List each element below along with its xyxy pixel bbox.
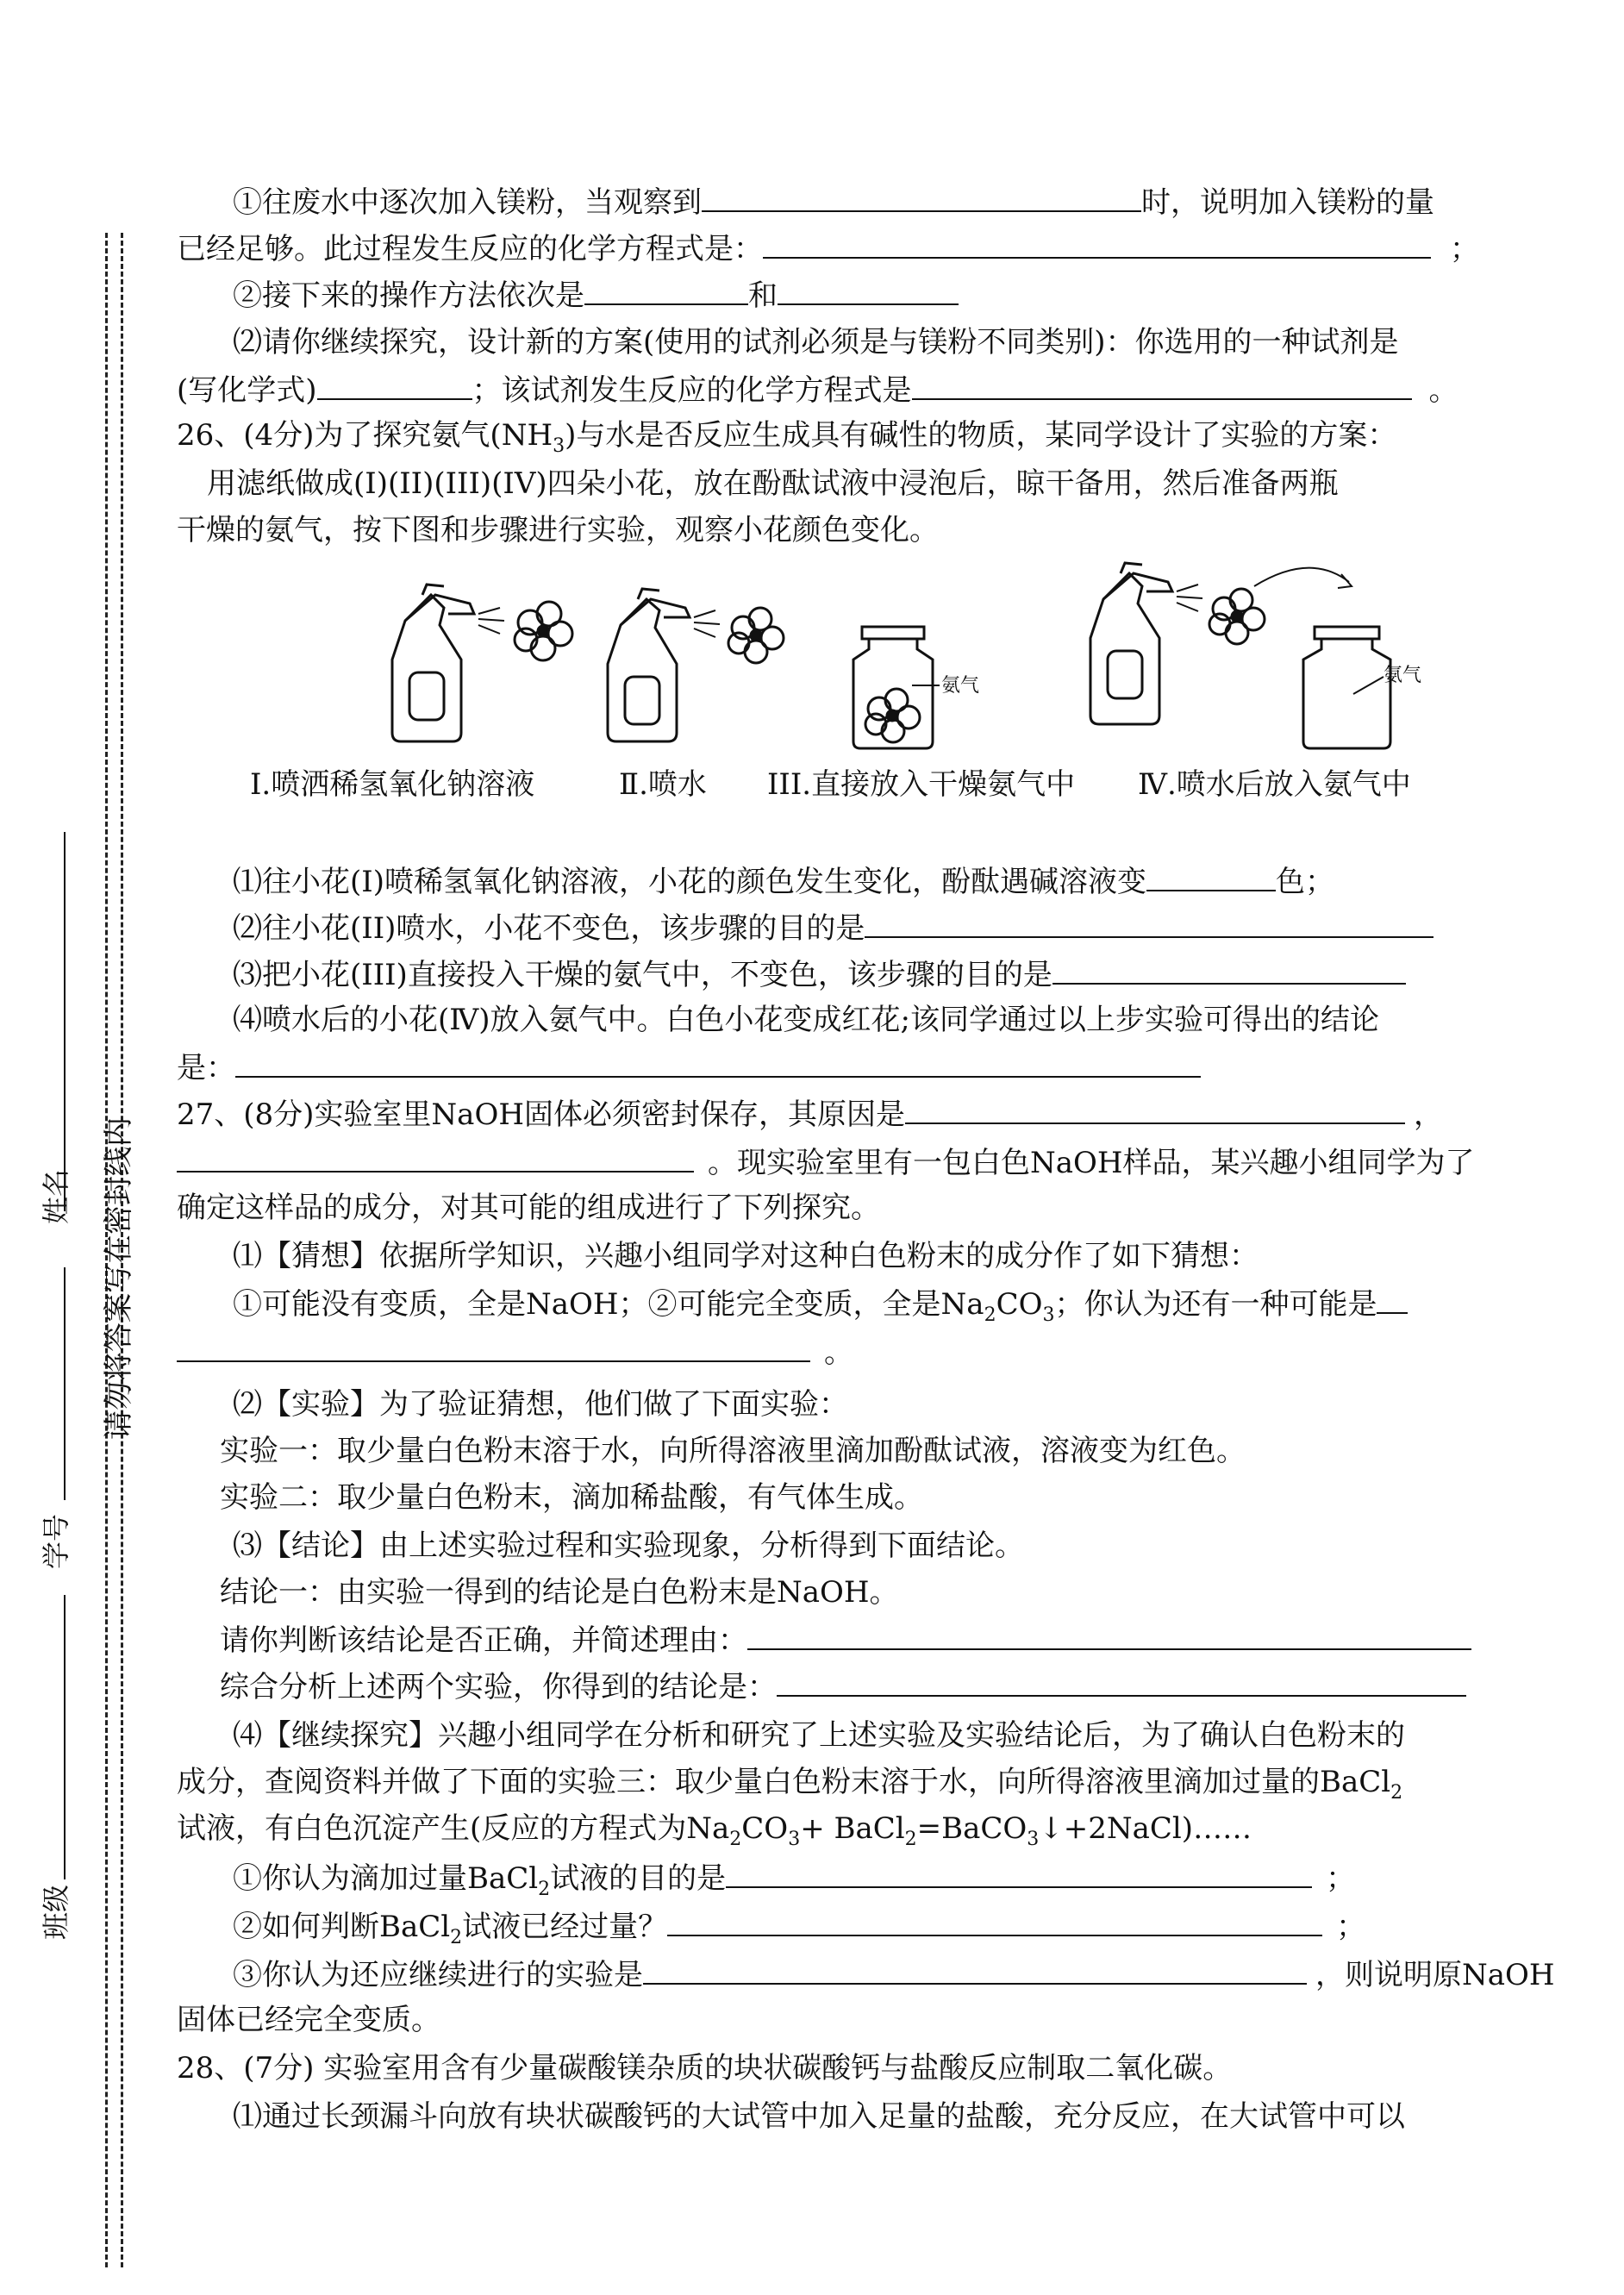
figure-caption-1: Ⅰ.喷洒稀氢氧化钠溶液 [250,767,535,802]
spray-bottle-icon [1090,563,1172,724]
flower-icon [1209,589,1265,644]
answer-blank[interactable] [235,1047,1201,1078]
q25-line2: 已经足够。此过程发生反应的化学方程式是： ； [177,228,1479,269]
answer-blank[interactable] [865,907,1433,938]
figure-caption-2: Ⅱ.喷水 [619,767,707,802]
q25-line3: ②接下来的操作方法依次是 和 [233,274,959,316]
q26-part2: ⑵往小花(II)喷水，小花不变色，该步骤的目的是 [233,907,1433,948]
spray-bottle-icon [608,589,690,741]
q27-guess2: ①可能没有变质，全是NaOH；②可能完全变质，全是$Na_2CO_3$；你认为还有一种可能是 [233,1283,1408,1335]
q27-cont2: 成分，查阅资料并做了下面的实验三：取少量白色粉末溶于水，向所得溶液里滴加过量的BaCl$_2$ [177,1765,1403,1804]
q27-conc2: 结论一：由实验一得到的结论是白色粉末是NaOH。 [220,1575,899,1610]
gas-label: 氨气 [941,675,980,697]
q27-exp3: 实验二：取少量白色粉末，滴加稀盐酸，有气体生成。 [220,1480,923,1515]
answer-blank[interactable] [905,1093,1405,1124]
q26-part5: 是： [177,1047,1201,1088]
answer-blank[interactable] [643,1954,1307,1985]
student-id-blank[interactable] [64,1267,66,1500]
gas-label: 氨气 [1384,665,1422,686]
seal-notice: 请勿将答案写在密封线内 [102,1117,136,1440]
q25-line1: ①往废水中逐次加入镁粉，当观察到 时，说明加入镁粉的量 [233,181,1434,222]
q28-heading: 28、(7分) 实验室用含有少量碳酸镁杂质的块状碳酸钙与盐酸反应制取二氧化碳。 [177,2051,1233,2086]
class-blank[interactable] [64,1595,66,1879]
figure-caption-4: Ⅳ.喷水后放入氨气中 [1138,767,1411,802]
answer-blank[interactable] [177,1141,694,1173]
answer-blank[interactable] [777,1666,1466,1697]
figure-caption-3: III.直接放入干燥氨气中 [767,767,1076,802]
q26-part1: ⑴往小花(I)喷稀氢氧化钠溶液，小花的颜色发生变化，酚酞遇碱溶液变 色； [233,860,1334,902]
q27-conc3: 请你判断该结论是否正确，并简述理由： [220,1619,1471,1660]
gas-jar-icon [1303,627,1390,748]
q27-cont4: ①你认为滴加过量BaCl$_2$试液的目的是 ； [233,1857,1355,1910]
experiment-figure [0,0,1624,776]
flower-icon [515,602,572,660]
answer-blank[interactable] [177,1331,810,1362]
answer-blank[interactable] [667,1905,1322,1936]
name-label: 姓名 [40,1168,72,1224]
q25-line5: (写化学式) ；该试剂发生反应的化学方程式是 。 [177,369,1458,410]
q26-heading: 26、(4分)为了探究氨气$(NH_3)$与水是否反应生成具有碱性的物质，某同学设计了实验的方案： [177,418,1397,457]
q27-cont6: ③你认为还应继续进行的实验是 ，则说明原NaOH [233,1954,1555,1995]
q27-exp2: 实验一：取少量白色粉末溶于水，向所得溶液里滴加酚酞试液，溶液变为红色。 [220,1434,1246,1468]
flower-icon [865,689,920,742]
answer-blank[interactable] [1377,1283,1408,1314]
arrow-icon [1254,568,1349,586]
q27-cont3: 试液，有白色沉淀产生(反应的方程式为$Na_2CO_3+$ BaCl$_2$=BaCO$_3$↓+2NaCl)…… [177,1811,1252,1850]
q26-intro1: 用滤纸做成(I)(II)(III)(IV)四朵小花，放在酚酞试液中浸泡后，晾干备用，然后准备两瓶 [207,466,1339,501]
q27-cont5: ②如何判断BaCl$_2$试液已经过量？ ； [233,1905,1365,1958]
q27-cont1: ⑷【继续探究】兴趣小组同学在分析和研究了上述实验及实验结论后，为了确认白色粉末的 [233,1718,1405,1753]
q26-part4: ⑷喷水后的小花(Ⅳ)放入氨气中。白色小花变成红花;该同学通过以上步实验可得出的结论 [233,1003,1379,1037]
answer-blank[interactable] [1052,954,1406,985]
class-label: 班级 [40,1884,72,1940]
q27-cont7: 固体已经完全变质。 [177,2003,440,2037]
q27-conc1: ⑶【结论】由上述实验过程和实验现象，分析得到下面结论。 [233,1529,1024,1563]
q27-exp1: ⑵【实验】为了验证猜想，他们做了下面实验： [233,1387,848,1422]
student-id-label: 学号 [40,1513,72,1569]
answer-blank[interactable] [1146,860,1276,891]
q27-conc4: 综合分析上述两个实验，你得到的结论是： [220,1666,1466,1707]
q27-guess3: 。 [177,1331,853,1373]
q27-line3: 确定这样品的成分，对其可能的组成进行了下列探究。 [177,1191,880,1225]
q27-guess1: ⑴【猜想】依据所学知识，兴趣小组同学对这种白色粉末的成分作了如下猜想： [233,1239,1259,1273]
answer-blank[interactable] [726,1857,1312,1888]
q28-line1: ⑴通过长颈漏斗向放有块状碳酸钙的大试管中加入足量的盐酸，充分反应，在大试管中可以 [233,2099,1405,2134]
q26-intro2: 干燥的氨气，按下图和步骤进行实验，观察小花颜色变化。 [177,513,939,547]
q27-heading: 27、(8分)实验室里NaOH固体必须密封保存，其原因是 ， [177,1093,1443,1135]
name-blank[interactable] [64,832,66,1211]
spray-bottle-icon [392,585,474,741]
q27-line2: 。现实验室里有一包白色NaOH样品，某兴趣小组同学为了 [177,1141,1475,1183]
flower-icon [728,608,784,663]
q26-part3: ⑶把小花(III)直接投入干燥的氨气中，不变色，该步骤的目的是 [233,954,1406,995]
answer-blank[interactable] [747,1619,1471,1650]
q25-line4: ⑵请你继续探究，设计新的方案(使用的试剂必须是与镁粉不同类别)：你选用的一种试剂是 [233,325,1399,360]
